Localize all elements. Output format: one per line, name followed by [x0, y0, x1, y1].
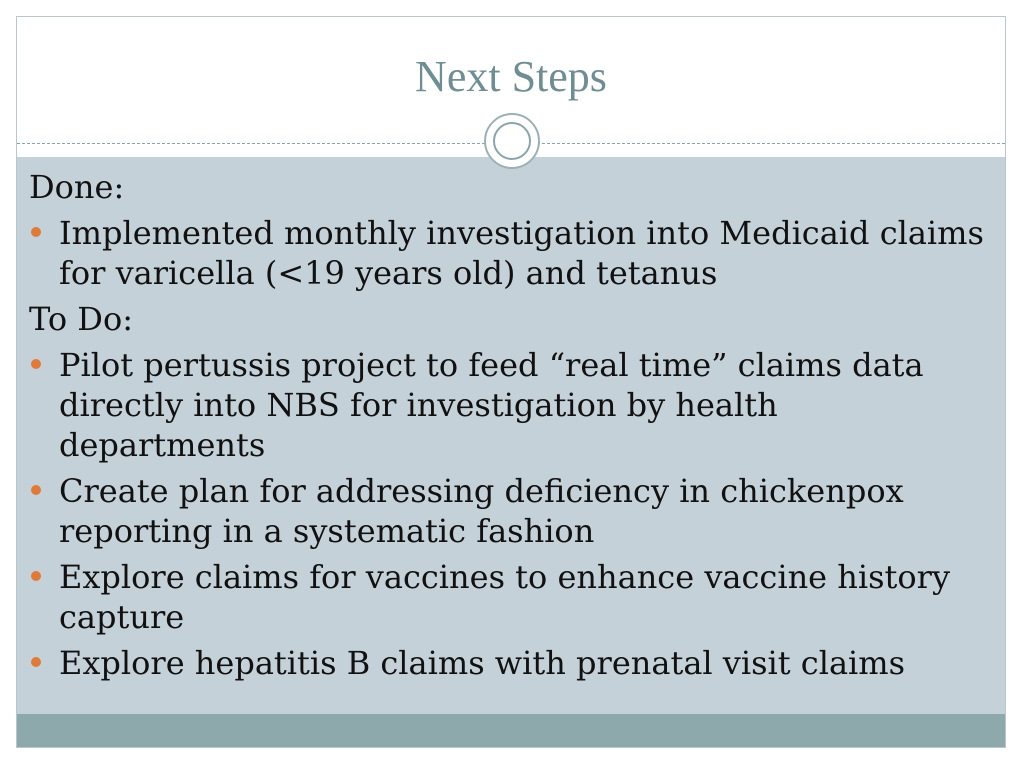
list-item [29, 557, 991, 637]
footer-bar [17, 714, 1005, 748]
bullet-dot-icon [31, 485, 41, 495]
bullet-dot-icon [31, 571, 41, 581]
list-item [29, 213, 991, 293]
section-heading-done: Done: [29, 168, 125, 206]
list-item-text: Create plan for addressing deficiency in chickenpox reporting in a systematic fashion [59, 472, 904, 550]
list-item-text: Explore claims for vaccines to enhance vaccine history capture [59, 558, 951, 636]
slide [16, 16, 1006, 748]
slide-title: Next Steps [415, 52, 607, 101]
todo-list [29, 345, 991, 683]
bullet-dot-icon [31, 657, 41, 667]
done-list [29, 213, 991, 293]
list-item-text: Pilot pertussis project to feed “real time” claims data directly into NBS for investigation by health departments [59, 346, 924, 464]
bullet-dot-icon [31, 359, 41, 369]
list-item-text: Implemented monthly investigation into Medicaid claims for varicella (<19 years old) and tetanus [59, 214, 984, 292]
content-area [17, 157, 1005, 714]
section-heading-todo: To Do: [29, 300, 133, 338]
list-item [29, 471, 991, 551]
bullet-dot-icon [31, 227, 41, 237]
list-item [29, 345, 991, 465]
text-block [29, 167, 991, 689]
list-item-text: Explore hepatitis B claims with prenatal visit claims [59, 644, 906, 682]
list-item [29, 643, 991, 683]
circle-ornament-icon [484, 113, 540, 169]
